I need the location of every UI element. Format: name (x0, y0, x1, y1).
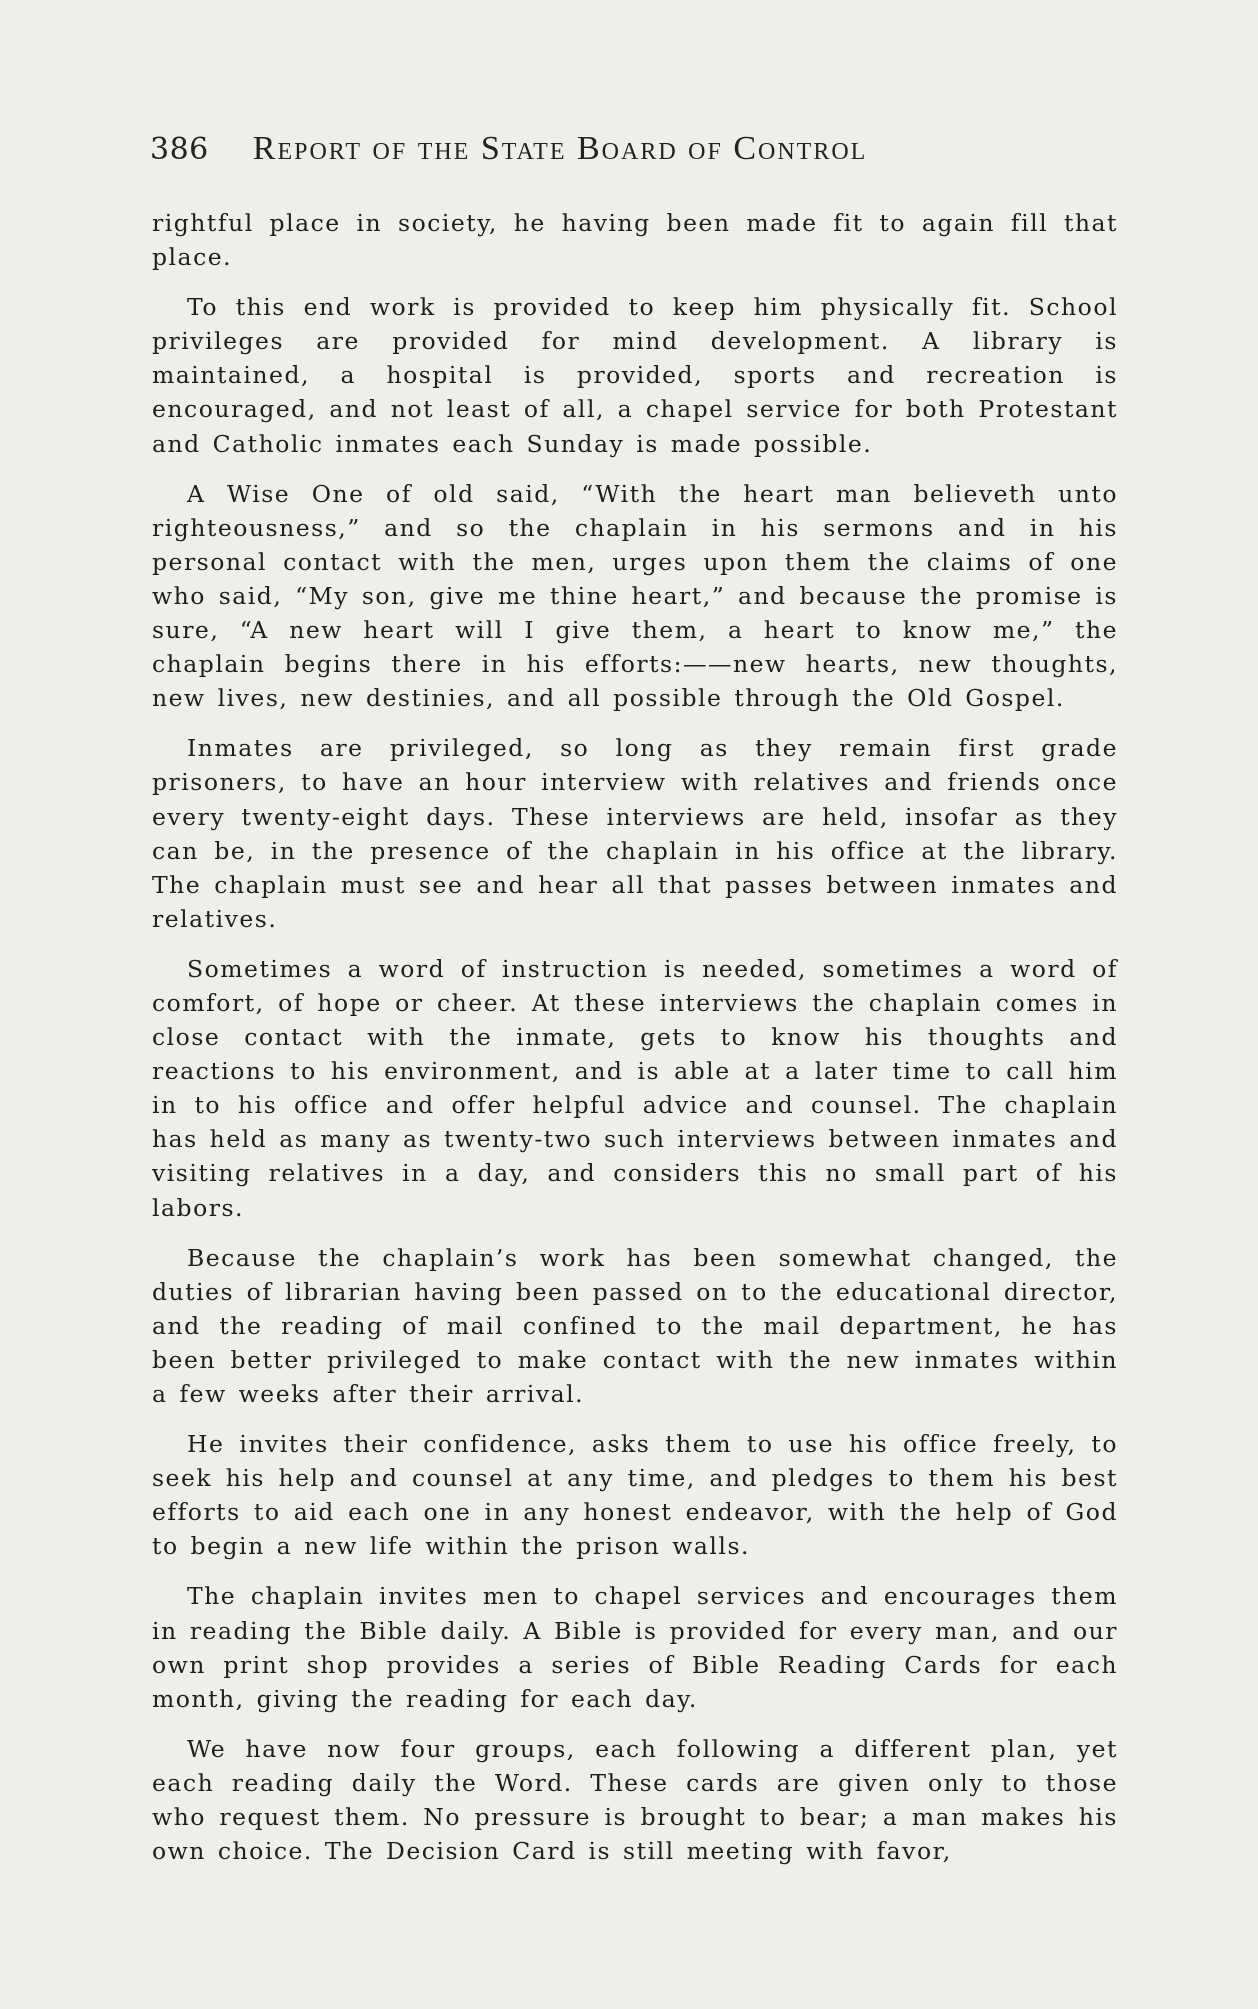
page-header (150, 130, 1120, 168)
paragraph-interviews: Inmates are privileged, so long as they remain first grade prisoners, to have an hour interview with relatives and friends once every twenty-eight days. These interviews are held, insofar as they can be, in the presence of the chaplain in his office at the library. The chaplain must see and hear all that passes between inmates and relatives. (152, 734, 1118, 933)
body-text (152, 206, 1118, 1884)
paragraph-chapel-services: The chaplain invites men to chapel services and encourages them in reading the Bible daily. A Bible is provided for every man, and our own print shop provides a series of Bible Reading Cards for each month, giving the reading for each day. (152, 1582, 1118, 1713)
page-number: 386 (150, 132, 209, 167)
paragraph-work-provided: To this end work is provided to keep him physically fit. School privileges are provided for mind development. A library is maintained, a hospital is provided, sports and recreation is encouraged, and not least of all, a chapel service for both Protestant and Catholic inmates each Sunday is made possible. (152, 293, 1118, 458)
paragraph-wise-one: A Wise One of old said, “With the heart man believeth unto righteousness,” and so the chaplain in his sermons and in his personal contact with the men, urges upon them the claims of one who said, “My son, give me thine heart,” and because the promise is sure, “A new heart will I give them, a heart to know me,” the chaplain begins there in his efforts:——new hearts, new thoughts, new lives, new destinies, and all possible through the Old Gospel. (152, 479, 1118, 713)
paragraph-continuation: rightful place in society, he having been made fit to again fill that place. (152, 209, 1118, 272)
running-title: Report of the State Board of Control (252, 130, 868, 167)
paragraph-four-groups: We have now four groups, each following a different plan, yet each reading daily the Word. These cards are given only to those who request them. No pressure is brought to bear; a man makes his own choice. The Decision Card is still meeting with favor, (152, 1734, 1118, 1866)
paragraph-confidence: He invites their confidence, asks them to use his office freely, to seek his help and counsel at any time, and pledges to them his best efforts to aid each one in any honest endeavor, with the help of God to begin a new life within the prison walls. (152, 1430, 1118, 1561)
paragraph-instruction: Sometimes a word of instruction is needed, sometimes a word of comfort, of hope or cheer. At these interviews the chaplain comes in close contact with the inmate, gets to know his thoughts and reactions to his environment, and is able at a later time to call him in to his office and offer helpful advice and counsel. The chaplain has held as many as twenty-two such interviews between inmates and visiting relatives in a day, and considers this no small part of his labors. (152, 954, 1118, 1222)
paragraph-chaplain-work: Because the chaplain’s work has been somewhat changed, the duties of librarian having been passed on to the educational director, and the reading of mail confined to the mail department, he has been better privileged to make contact with the new inmates within a few weeks after their arrival. (152, 1243, 1118, 1408)
